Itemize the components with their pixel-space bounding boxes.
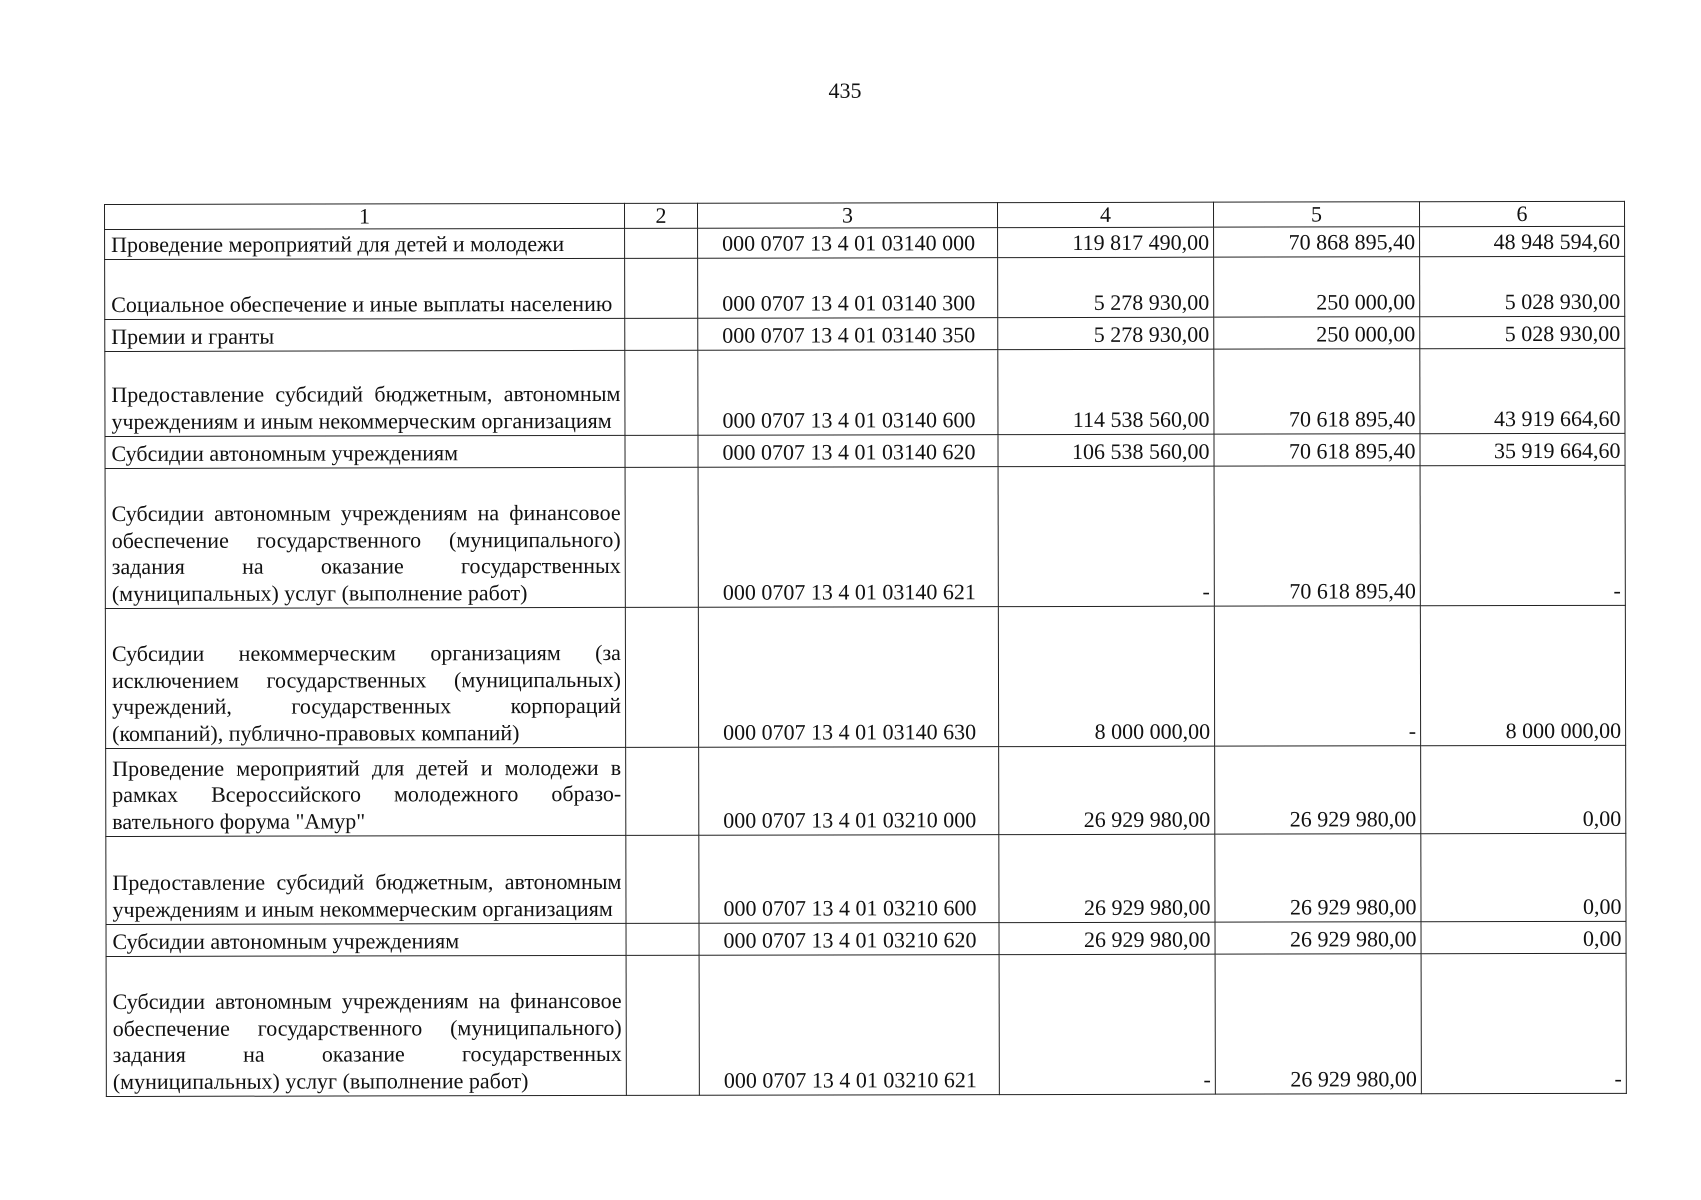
row-value-col4: - [998, 466, 1214, 606]
table-row [105, 465, 1625, 608]
row-code: 000 0707 13 4 01 03210 621 [699, 955, 999, 1096]
row-empty-cell [626, 923, 699, 955]
row-value-col6: 0,00 [1421, 833, 1626, 921]
row-code: 000 0707 13 4 01 03140 350 [698, 318, 998, 351]
column-header: 1 [105, 203, 625, 229]
row-empty-cell [625, 607, 698, 747]
row-code: 000 0707 13 4 01 03210 000 [699, 747, 999, 836]
row-empty-cell [626, 747, 699, 835]
row-code: 000 0707 13 4 01 03140 620 [698, 435, 998, 468]
table-row [105, 605, 1625, 748]
row-value-col6: 35 919 664,60 [1420, 433, 1625, 465]
row-value-col4: - [999, 954, 1215, 1094]
row-value-col5: 70 618 895,40 [1214, 466, 1420, 606]
row-value-col5: 70 868 895,40 [1214, 227, 1420, 257]
row-value-col6: - [1421, 953, 1626, 1093]
column-header: 2 [624, 203, 697, 228]
row-value-col6: - [1420, 465, 1625, 605]
row-name: Премии и гранты [105, 318, 625, 351]
row-value-col6: 5 028 930,00 [1420, 316, 1625, 348]
row-value-col6: 0,00 [1421, 921, 1626, 953]
column-header: 5 [1213, 202, 1419, 227]
row-name: Субсидии автономным учреждениям [106, 923, 626, 956]
row-value-col6: 8 000 000,00 [1420, 605, 1625, 745]
row-value-col4: 5 278 930,00 [998, 257, 1214, 317]
table-row [105, 348, 1625, 436]
row-value-col5: 250 000,00 [1214, 257, 1420, 317]
row-value-col5: - [1214, 606, 1420, 746]
row-value-col6: 0,00 [1421, 745, 1626, 833]
row-empty-cell [625, 258, 698, 318]
row-value-col5: 70 618 895,40 [1214, 434, 1420, 466]
row-value-col4: 26 929 980,00 [999, 834, 1215, 922]
row-empty-cell [625, 228, 698, 258]
row-name: Субсидии некоммерческим организациям (за исключением государственных (муниципальных) учреждений, государственных корпораций (компаний), публично-правовых компаний) [105, 607, 625, 748]
row-code: 000 0707 13 4 01 03140 630 [698, 607, 998, 748]
row-empty-cell [625, 350, 698, 435]
row-code: 000 0707 13 4 01 03140 600 [698, 350, 998, 436]
row-empty-cell [625, 318, 698, 350]
row-code: 000 0707 13 4 01 03210 600 [699, 835, 999, 924]
row-value-col5: 26 929 980,00 [1215, 922, 1421, 954]
row-value-col5: 26 929 980,00 [1215, 746, 1421, 834]
table-row [105, 433, 1625, 468]
row-value-col5: 26 929 980,00 [1215, 954, 1421, 1094]
row-empty-cell [625, 467, 698, 607]
row-value-col4: 8 000 000,00 [998, 606, 1214, 746]
table-header-row [105, 201, 1625, 229]
row-name: Предоставление субсидий бюджетным, автономным учреждениям и иным некоммерческим организациям [106, 835, 626, 924]
row-value-col6: 5 028 930,00 [1420, 256, 1625, 316]
table-row [106, 745, 1626, 836]
column-header: 4 [997, 202, 1213, 227]
table-row [105, 256, 1625, 319]
row-name: Субсидии автономным учреждениям [105, 435, 625, 468]
table-row [106, 953, 1626, 1096]
row-code: 000 0707 13 4 01 03210 620 [699, 923, 999, 956]
row-empty-cell [625, 435, 698, 467]
row-value-col6: 43 919 664,60 [1420, 348, 1625, 433]
row-code: 000 0707 13 4 01 03140 000 [698, 228, 998, 259]
row-value-col4: 106 538 560,00 [998, 434, 1214, 466]
row-code: 000 0707 13 4 01 03140 300 [698, 258, 998, 319]
column-header: 6 [1419, 201, 1624, 226]
row-value-col6: 48 948 594,60 [1420, 226, 1625, 256]
row-code: 000 0707 13 4 01 03140 621 [698, 467, 998, 608]
row-name: Социальное обеспечение и иные выплаты населению [105, 258, 625, 319]
budget-table [104, 201, 1627, 1097]
row-value-col4: 114 538 560,00 [998, 349, 1214, 434]
row-value-col4: 26 929 980,00 [999, 746, 1215, 834]
row-name: Проведение мероприятий для детей и молодежи в рамках Всероссийского молодежного образовательного форума "Амур" [106, 747, 626, 836]
column-header: 3 [697, 203, 997, 229]
row-value-col4: 26 929 980,00 [999, 922, 1215, 954]
row-empty-cell [626, 955, 699, 1095]
row-value-col4: 5 278 930,00 [998, 317, 1214, 349]
row-value-col5: 250 000,00 [1214, 317, 1420, 349]
row-value-col4: 119 817 490,00 [998, 227, 1214, 257]
table-row [106, 921, 1626, 956]
table-row [106, 833, 1626, 924]
row-name: Субсидии автономным учреждениям на финансовое обеспечение государственного (муниципального) задания на оказание государственных (муниципальных) услуг (выполнение работ) [105, 467, 625, 608]
row-name: Проведение мероприятий для детей и молодежи [105, 228, 625, 259]
row-value-col5: 26 929 980,00 [1215, 834, 1421, 922]
row-value-col5: 70 618 895,40 [1214, 349, 1420, 434]
row-name: Предоставление субсидий бюджетным, автономным учреждениям и иным некоммерческим организациям [105, 350, 625, 436]
table-row [105, 316, 1625, 351]
row-empty-cell [626, 835, 699, 923]
row-name: Субсидии автономным учреждениям на финансовое обеспечение государственного (муниципального) задания на оказание государственных (муниципальных) услуг (выполнение работ) [106, 955, 626, 1096]
page-number: 435 [828, 78, 862, 103]
table-row [105, 226, 1625, 259]
